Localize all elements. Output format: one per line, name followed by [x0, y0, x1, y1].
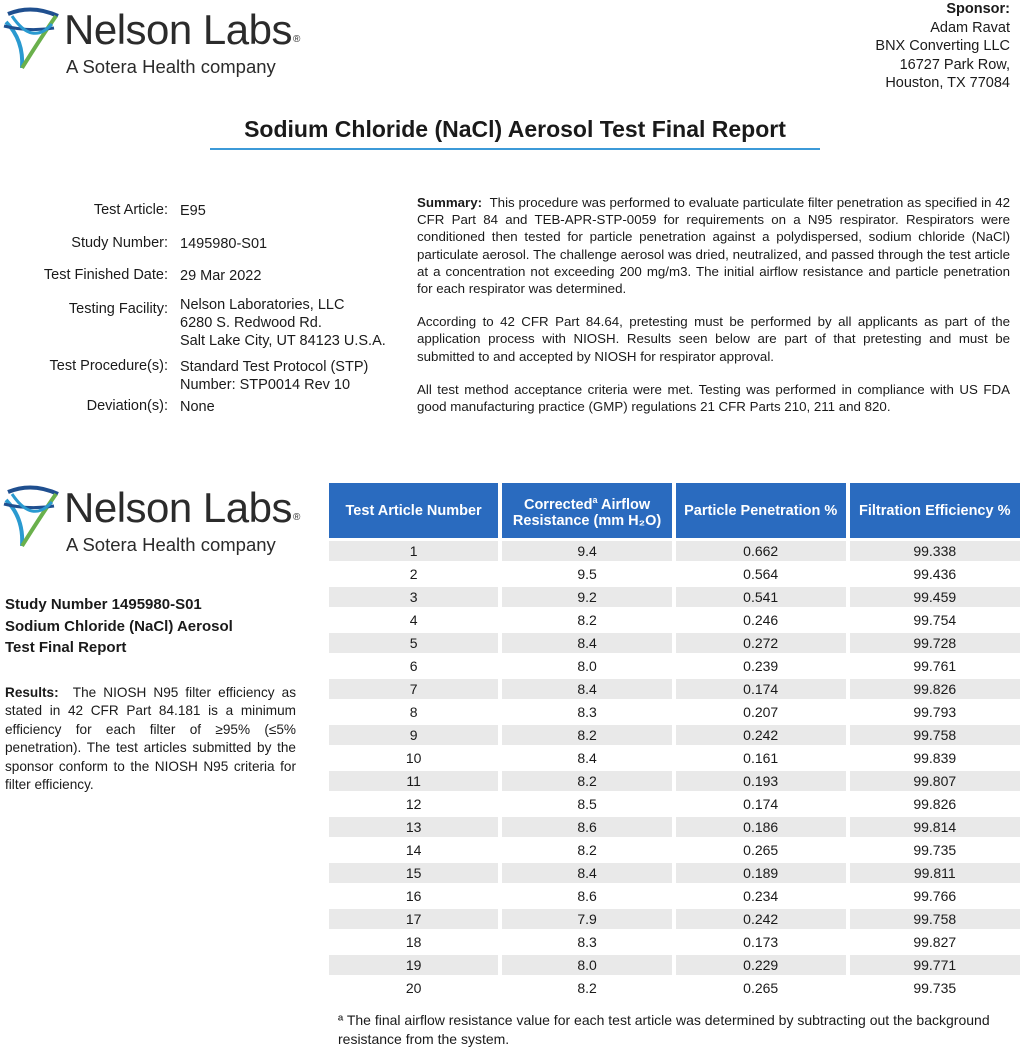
logo-tagline: A Sotera Health company: [66, 56, 276, 77]
study-number-value: 1495980-S01: [180, 236, 268, 252]
particle-penetration-cell: 0.173: [676, 932, 846, 952]
logo-brand-text: Nelson Labs®: [64, 6, 300, 53]
header-filtration-efficiency: Filtration Efficiency %: [850, 483, 1020, 538]
airflow-resistance-cell: 8.2: [502, 771, 672, 791]
summary-block: [417, 194, 1010, 431]
table-row: [329, 909, 1020, 929]
test-article-number-cell: 7: [329, 679, 498, 699]
logo-mark-icon: [2, 484, 62, 550]
study-heading-line: Sodium Chloride (NaCl) Aerosol: [5, 617, 233, 635]
facility-line: Salt Lake City, UT 84123 U.S.A.: [180, 333, 386, 349]
particle-penetration-cell: 0.207: [676, 702, 846, 722]
table-row: [329, 817, 1020, 837]
airflow-resistance-cell: 8.2: [502, 840, 672, 860]
filtration-efficiency-cell: 99.758: [850, 725, 1020, 745]
test-article-number-cell: 6: [329, 656, 498, 676]
particle-penetration-cell: 0.662: [676, 541, 846, 561]
filtration-efficiency-cell: 99.807: [850, 771, 1020, 791]
particle-penetration-cell: 0.161: [676, 748, 846, 768]
filtration-efficiency-cell: 99.436: [850, 564, 1020, 584]
airflow-resistance-cell: 9.5: [502, 564, 672, 584]
airflow-resistance-cell: 8.3: [502, 932, 672, 952]
table-row: [329, 610, 1020, 630]
test-finished-date-label: Test Finished Date:: [43, 267, 168, 283]
sponsor-name: Adam Ravat: [930, 19, 1010, 36]
test-procedure-label: Test Procedure(s):: [49, 358, 168, 374]
airflow-resistance-cell: 8.4: [502, 679, 672, 699]
test-article-number-cell: 2: [329, 564, 498, 584]
footnote: ª The final airflow resistance value for each test article was determined by subtracting out the background resistance from the system.: [338, 1012, 990, 1047]
particle-penetration-cell: 0.174: [676, 794, 846, 814]
table-row: [329, 679, 1020, 699]
results-label: Results:: [5, 685, 59, 700]
study-heading-line: Test Final Report: [5, 639, 127, 656]
airflow-resistance-cell: 7.9: [502, 909, 672, 929]
airflow-resistance-cell: 8.0: [502, 656, 672, 676]
airflow-resistance-cell: 8.4: [502, 748, 672, 768]
test-article-number-cell: 14: [329, 840, 498, 860]
table-header-row: [329, 483, 1020, 538]
table-row: [329, 748, 1020, 768]
particle-penetration-cell: 0.265: [676, 840, 846, 860]
filtration-efficiency-cell: 99.758: [850, 909, 1020, 929]
airflow-resistance-cell: 8.4: [502, 633, 672, 653]
results-text: The NIOSH N95 filter efficiency as stated in 42 CFR Part 84.181 is a minimum efficiency for each filter of ≥95% (≤5% penetration). The test articles submitted by the sponsor conform to the NIOSH N95 criteria for filter efficiency.: [5, 685, 296, 793]
test-article-number-cell: 9: [329, 725, 498, 745]
deviations-value: None: [180, 399, 215, 415]
particle-penetration-cell: 0.174: [676, 679, 846, 699]
particle-penetration-cell: 0.564: [676, 564, 846, 584]
table-row: [329, 794, 1020, 814]
sponsor-street: 16727 Park Row,: [899, 56, 1010, 73]
table-row: [329, 840, 1020, 860]
particle-penetration-cell: 0.246: [676, 610, 846, 630]
table-row: [329, 587, 1020, 607]
airflow-resistance-cell: 8.3: [502, 702, 672, 722]
test-finished-date-value: 29 Mar 2022: [180, 268, 262, 284]
filtration-efficiency-cell: 99.814: [850, 817, 1020, 837]
procedure-line: Number: STP0014 Rev 10: [180, 377, 351, 393]
test-article-number-cell: 19: [329, 955, 498, 975]
filtration-efficiency-cell: 99.754: [850, 610, 1020, 630]
test-article-number-cell: 11: [329, 771, 498, 791]
testing-facility-value: [180, 296, 386, 350]
table-body: [329, 541, 1020, 998]
particle-penetration-cell: 0.234: [676, 886, 846, 906]
table-row: [329, 932, 1020, 952]
test-article-number-cell: 18: [329, 932, 498, 952]
test-article-number-cell: 20: [329, 978, 498, 998]
filtration-efficiency-cell: 99.728: [850, 633, 1020, 653]
sponsor-company: BNX Converting LLC: [875, 38, 1010, 54]
test-article-number-cell: 16: [329, 886, 498, 906]
table-row: [329, 725, 1020, 745]
airflow-resistance-cell: 8.4: [502, 863, 672, 883]
filtration-efficiency-cell: 99.839: [850, 748, 1020, 768]
header-particle-penetration: Particle Penetration %: [676, 483, 846, 538]
study-heading: [5, 594, 275, 659]
filtration-efficiency-cell: 99.826: [850, 794, 1020, 814]
test-article-number-cell: 17: [329, 909, 498, 929]
table-row: [329, 564, 1020, 584]
summary-paragraph-3: All test method acceptance criteria were met. Testing was performed in compliance with US FDA good manufacturing practice (GMP) regulations 21 CFR Parts 210, 211 and 820.: [417, 381, 1010, 415]
results-block: [5, 684, 296, 794]
particle-penetration-cell: 0.541: [676, 587, 846, 607]
airflow-resistance-cell: 8.2: [502, 725, 672, 745]
test-article-number-cell: 4: [329, 610, 498, 630]
title-underline: [210, 148, 820, 150]
particle-penetration-cell: 0.193: [676, 771, 846, 791]
test-article-number-cell: 13: [329, 817, 498, 837]
airflow-resistance-cell: 8.2: [502, 610, 672, 630]
study-heading-line: Study Number 1495980-S01: [5, 596, 202, 613]
test-article-label: Test Article:: [93, 202, 168, 218]
particle-penetration-cell: 0.242: [676, 909, 846, 929]
sponsor-block: [875, 0, 1010, 93]
filtration-efficiency-cell: 99.811: [850, 863, 1020, 883]
deviations-label: Deviation(s):: [86, 398, 168, 414]
test-article-number-cell: 5: [329, 633, 498, 653]
filtration-efficiency-cell: 99.459: [850, 587, 1020, 607]
table-row: [329, 541, 1020, 561]
logo-mark-icon: [2, 6, 62, 72]
sponsor-city: Houston, TX 77084: [885, 75, 1010, 91]
header-test-article-number: Test Article Number: [329, 483, 498, 538]
summary-text-1: This procedure was performed to evaluate particulate filter penetration as specified in 42 CFR Part 84 and TEB-APR-STP-0059 for requirements on a N95 respirator. Respirators were conditioned then tested for particle penetration against a polydispersed, sodium chloride (NaCl) particulate aerosol. The challenge aerosol was dried, neutralized, and passed through the test article at a concentration not exceeding 200 mg/m3. The initial airflow resistance and particle penetration for each respirator was determined.: [417, 195, 1010, 297]
filtration-efficiency-cell: 99.827: [850, 932, 1020, 952]
airflow-resistance-cell: 9.4: [502, 541, 672, 561]
test-article-number-cell: 12: [329, 794, 498, 814]
facility-line: Nelson Laboratories, LLC: [180, 297, 345, 313]
airflow-resistance-cell: 9.2: [502, 587, 672, 607]
particle-penetration-cell: 0.229: [676, 955, 846, 975]
table-row: [329, 702, 1020, 722]
filtration-efficiency-cell: 99.771: [850, 955, 1020, 975]
table-row: [329, 633, 1020, 653]
facility-line: 6280 S. Redwood Rd.: [180, 315, 322, 331]
particle-penetration-cell: 0.189: [676, 863, 846, 883]
airflow-resistance-cell: 8.5: [502, 794, 672, 814]
test-article-number-cell: 1: [329, 541, 498, 561]
logo-brand-text: Nelson Labs®: [64, 484, 300, 531]
logo-tagline: A Sotera Health company: [66, 534, 276, 555]
results-table: [325, 480, 1024, 1001]
filtration-efficiency-cell: 99.761: [850, 656, 1020, 676]
report-title: Sodium Chloride (NaCl) Aerosol Test Final Report: [244, 116, 786, 142]
procedure-line: Standard Test Protocol (STP): [180, 359, 369, 375]
filtration-efficiency-cell: 99.735: [850, 840, 1020, 860]
filtration-efficiency-cell: 99.766: [850, 886, 1020, 906]
study-number-label: Study Number:: [71, 235, 168, 251]
airflow-resistance-cell: 8.0: [502, 955, 672, 975]
filtration-efficiency-cell: 99.735: [850, 978, 1020, 998]
nelson-labs-logo-secondary: [2, 484, 302, 556]
nelson-labs-logo: [2, 6, 302, 78]
testing-facility-label: Testing Facility:: [68, 301, 168, 317]
table-row: [329, 978, 1020, 998]
test-article-number-cell: 10: [329, 748, 498, 768]
filtration-efficiency-cell: 99.338: [850, 541, 1020, 561]
test-article-number-cell: 15: [329, 863, 498, 883]
particle-penetration-cell: 0.272: [676, 633, 846, 653]
airflow-resistance-cell: 8.2: [502, 978, 672, 998]
test-article-number-cell: 8: [329, 702, 498, 722]
filtration-efficiency-cell: 99.793: [850, 702, 1020, 722]
summary-label: Summary:: [417, 195, 483, 210]
filtration-efficiency-cell: 99.826: [850, 679, 1020, 699]
airflow-resistance-cell: 8.6: [502, 817, 672, 837]
particle-penetration-cell: 0.265: [676, 978, 846, 998]
test-article-value: E95: [180, 203, 206, 219]
test-procedure-value: [180, 358, 368, 394]
summary-paragraph-1: [417, 194, 1010, 297]
table-row: [329, 656, 1020, 676]
table-row: [329, 863, 1020, 883]
particle-penetration-cell: 0.239: [676, 656, 846, 676]
table-row: [329, 886, 1020, 906]
particle-penetration-cell: 0.242: [676, 725, 846, 745]
header-airflow-resistance: Corrected$^a$ Airflow Resistance (mm H₂O): [502, 483, 672, 538]
test-article-number-cell: 3: [329, 587, 498, 607]
table-row: [329, 771, 1020, 791]
summary-paragraph-2: According to 42 CFR Part 84.64, pretesting must be performed by all applicants as part of the application process with NIOSH. Results seen below are part of that pretesting and must be submitted to and accepted by NIOSH for respirator approval.: [417, 314, 1010, 364]
sponsor-heading: Sponsor:: [946, 1, 1010, 17]
particle-penetration-cell: 0.186: [676, 817, 846, 837]
table-row: [329, 955, 1020, 975]
airflow-resistance-cell: 8.6: [502, 886, 672, 906]
